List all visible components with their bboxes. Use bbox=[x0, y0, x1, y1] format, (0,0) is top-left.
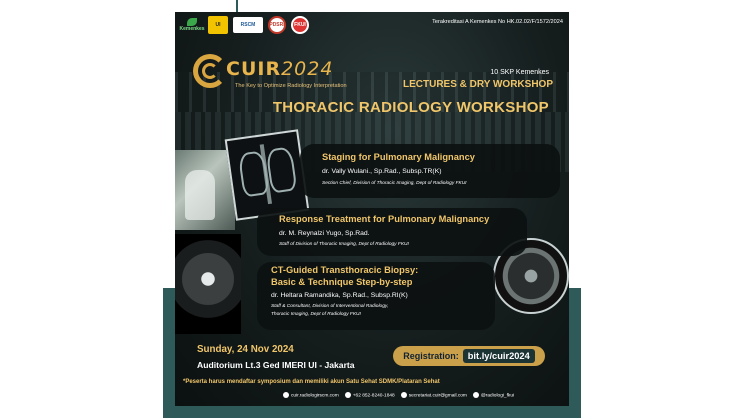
logo-bar bbox=[181, 16, 309, 34]
session-card bbox=[257, 262, 495, 330]
contact-email[interactable] bbox=[401, 392, 467, 398]
contact-web[interactable] bbox=[283, 392, 339, 398]
event-date: Sunday, 24 Nov 2024 bbox=[197, 344, 294, 355]
session-title: Response Treatment for Pulmonary Malignancy bbox=[279, 214, 490, 224]
session-card bbox=[257, 208, 527, 256]
brand-name-text: CUIR bbox=[226, 58, 282, 80]
whatsapp-icon bbox=[345, 392, 351, 398]
session-card bbox=[300, 144, 560, 198]
session-speaker: dr. Heltara Ramandika, Sp.Rad., Subsp.RI(K) bbox=[271, 292, 408, 299]
kemenkes-logo bbox=[181, 16, 203, 34]
event-poster bbox=[175, 12, 569, 406]
operating-room-photo bbox=[175, 150, 235, 230]
session-speaker-role-line2: Thoracic Imaging, Dept of Radiology FKUI bbox=[271, 312, 361, 317]
session-title-line2: Basic & Technique Step-by-step bbox=[271, 277, 413, 287]
contact-phone-text: +62 852-8240-1848 bbox=[352, 393, 395, 399]
session-speaker-role: Section Chief, Division of Thoracic Imaging, Dept of Radiology FKUI bbox=[322, 181, 467, 186]
instagram-icon bbox=[473, 392, 479, 398]
contact-phone[interactable] bbox=[345, 392, 395, 398]
event-title: THORACIC RADIOLOGY WORKSHOP bbox=[272, 99, 549, 116]
session-title: Staging for Pulmonary Malignancy bbox=[322, 152, 475, 162]
session-speaker-role: Staff & Consultant, Division of Interventional Radiology, bbox=[271, 304, 389, 309]
session-title: CT-Guided Transthoracic Biopsy: bbox=[271, 265, 419, 275]
brand-year: 2024 bbox=[281, 58, 334, 80]
email-icon bbox=[401, 392, 407, 398]
pdsri-logo: PDSRI bbox=[268, 16, 286, 34]
rscm-logo: RSCM bbox=[233, 17, 263, 33]
fkui-logo: FKUI bbox=[291, 16, 309, 34]
skp-credits: 10 SKP Kemenkes bbox=[490, 69, 549, 76]
registration-link[interactable]: bit.ly/cuir2024 bbox=[463, 349, 535, 363]
contact-instagram-text: @radiologi_fkui bbox=[480, 393, 515, 399]
brand-tagline: The Key to Optimize Radiology Interpretation bbox=[235, 83, 347, 89]
kemenkes-logo-text: Kemenkes bbox=[179, 26, 205, 32]
brand-name bbox=[226, 58, 333, 80]
contact-instagram[interactable] bbox=[473, 392, 514, 398]
session-speaker: dr. Vally Wulani., Sp.Rad., Subsp.TR(K) bbox=[322, 168, 442, 175]
accreditation-text: Terakreditasi A Kemenkes No HK.02.02/F/1572/2024 bbox=[432, 19, 563, 25]
cuir-brand bbox=[193, 54, 393, 94]
registration-box bbox=[393, 346, 545, 366]
contact-bar bbox=[283, 392, 514, 398]
globe-icon bbox=[283, 392, 289, 398]
registration-label: Registration: bbox=[403, 351, 459, 361]
event-subtitle: LECTURES & DRY WORKSHOP bbox=[402, 79, 553, 90]
ui-logo: UI bbox=[208, 16, 228, 34]
participant-notice: *Peserta harus mendaftar symposium dan memiliki akun Satu Sehat SDMK/Plataran Sehat bbox=[183, 379, 440, 385]
session-speaker: dr. M. Reynalzi Yugo, Sp.Rad. bbox=[279, 230, 370, 237]
session-speaker-role: Staff of Division of Thoracic Imaging, Dept of Radiology FKUI bbox=[279, 242, 409, 247]
ct-scan-image-left bbox=[175, 234, 241, 334]
event-venue: Auditorium Lt.3 Ged IMERI UI - Jakarta bbox=[197, 360, 355, 370]
contact-web-text: cuir.radiologirscm.com bbox=[291, 393, 339, 399]
brand-c-inner-icon bbox=[202, 63, 218, 79]
contact-email-text: secretariat.cuir@gmail.com bbox=[408, 393, 467, 399]
